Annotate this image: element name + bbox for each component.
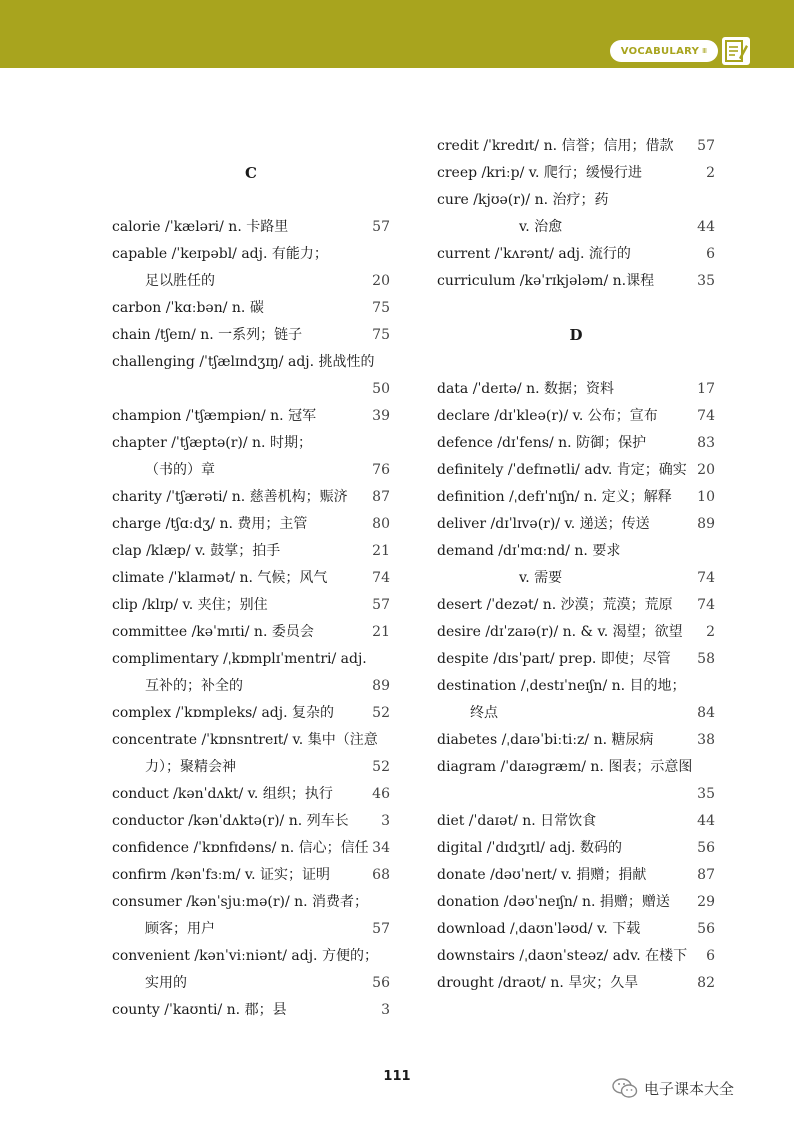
entry-text: defence /dɪˈfens/ n. 防御；保护: [437, 435, 647, 451]
entry-page: 2: [706, 165, 715, 181]
entry-page: 89: [372, 678, 390, 694]
entry-text: diet /ˈdaɪət/ n. 日常饮食: [437, 813, 597, 829]
entry-text: diagram /ˈdaɪəgræm/ n. 图表；示意图: [437, 759, 693, 775]
glossary-entry: [437, 970, 715, 997]
entry-text: clip /klɪp/ v. 夹住；别住: [112, 597, 268, 613]
entry-page: 39: [372, 408, 390, 424]
entry-text: 实用的: [145, 975, 187, 991]
glossary-entry: [437, 133, 715, 160]
glossary-entry: [437, 376, 715, 403]
left-column: [112, 160, 390, 1024]
glossary-entry: [437, 673, 715, 700]
entry-page: 56: [372, 975, 390, 991]
entry-page: 35: [697, 273, 715, 289]
entry-text: drought /draʊt/ n. 旱灾；久旱: [437, 975, 639, 991]
entry-text: donate /dəʊˈneɪt/ v. 捐赠；捐献: [437, 867, 647, 883]
entry-text: committee /kəˈmɪti/ n. 委员会: [112, 624, 314, 640]
glossary-entry: [112, 943, 390, 970]
entry-text: destination /ˌdestɪˈneɪʃn/ n. 目的地；: [437, 678, 686, 694]
section-label: [610, 40, 718, 62]
glossary-entry: [112, 619, 390, 646]
glossary-entry: [112, 484, 390, 511]
entry-page: 80: [372, 516, 390, 532]
entry-text: v. 需要: [519, 570, 563, 586]
entry-page: 50: [372, 381, 390, 397]
entry-text: charity /ˈtʃærəti/ n. 慈善机构；赈济: [112, 489, 348, 505]
glossary-entry: [112, 349, 390, 376]
glossary-entry: [437, 619, 715, 646]
heading-gap: [437, 349, 715, 376]
right-column: [437, 133, 715, 997]
entry-text: calorie /ˈkæləri/ n. 卡路里: [112, 219, 289, 235]
entry-page: 75: [372, 300, 390, 316]
entry-text: carbon /ˈkɑːbən/ n. 碳: [112, 300, 264, 316]
entry-text: diabetes /ˌdaɪəˈbiːtiːz/ n. 糖尿病: [437, 732, 654, 748]
glossary-entry: [112, 322, 390, 349]
glossary-entry: [437, 592, 715, 619]
wechat-icon: [612, 1077, 638, 1099]
entry-page: 20: [372, 273, 390, 289]
glossary-entry: [112, 538, 390, 565]
entry-text: current /ˈkʌrənt/ adj. 流行的: [437, 246, 631, 262]
glossary-entry: [437, 646, 715, 673]
entry-text: confirm /kənˈfɜːm/ v. 证实；证明: [112, 867, 331, 883]
entry-text: county /ˈkaʊnti/ n. 郡；县: [112, 1002, 287, 1018]
entry-page: 35: [697, 786, 715, 802]
entry-page: 68: [372, 867, 390, 883]
entry-text: chain /tʃeɪn/ n. 一系列；链子: [112, 327, 303, 343]
entry-text: download /ˌdaʊnˈləʊd/ v. 下载: [437, 921, 641, 937]
glossary-entry: [437, 565, 715, 592]
section-label-text: VOCABULARY: [620, 45, 700, 57]
entry-text: digital /ˈdɪdʒɪtl/ adj. 数码的: [437, 840, 622, 856]
glossary-entry: [112, 268, 390, 295]
glossary-entry: [112, 214, 390, 241]
glossary-entry: [112, 376, 390, 403]
glossary-entry: [437, 835, 715, 862]
entry-page: 56: [697, 840, 715, 856]
section-numeral: Ⅲ: [702, 47, 708, 55]
entry-page: 6: [706, 246, 715, 262]
entry-page: 46: [372, 786, 390, 802]
entry-page: 2: [706, 624, 715, 640]
entry-page: 29: [697, 894, 715, 910]
entry-text: concentrate /ˈkɒnsntreɪt/ v. 集中（注意: [112, 732, 378, 748]
glossary-entry: [437, 754, 715, 781]
glossary-entry: [437, 214, 715, 241]
entry-page: 21: [372, 624, 390, 640]
glossary-entry: [112, 403, 390, 430]
entry-text: curriculum /kəˈrɪkjələm/ n.课程: [437, 273, 655, 289]
glossary-entry: [112, 673, 390, 700]
entry-page: 57: [372, 219, 390, 235]
entry-text: cure /kjʊə(r)/ n. 治疗；药: [437, 192, 609, 208]
glossary-entry: [112, 565, 390, 592]
entry-text: despite /dɪsˈpaɪt/ prep. 即使；尽管: [437, 651, 671, 667]
entry-text: confidence /ˈkɒnfɪdəns/ n. 信心；信任: [112, 840, 369, 856]
entry-page: 82: [697, 975, 715, 991]
entry-page: 3: [381, 1002, 390, 1018]
glossary-entry: [112, 646, 390, 673]
entry-page: 75: [372, 327, 390, 343]
entry-page: 52: [372, 759, 390, 775]
entry-list: [437, 133, 715, 295]
glossary-entry: [437, 727, 715, 754]
entry-page: 74: [697, 597, 715, 613]
entry-text: declare /dɪˈkleə(r)/ v. 公布；宣布: [437, 408, 658, 424]
entry-text: capable /ˈkeɪpəbl/ adj. 有能力；: [112, 246, 328, 262]
notebook-pencil-icon: [722, 37, 750, 65]
entry-text: data /ˈdeɪtə/ n. 数据；资料: [437, 381, 615, 397]
page-number: 111: [383, 1069, 411, 1084]
entry-page: 89: [697, 516, 715, 532]
glossary-entry: [112, 727, 390, 754]
entry-text: challenging /ˈtʃælɪndʒɪŋ/ adj. 挑战性的: [112, 354, 375, 370]
entry-list: [112, 214, 390, 1024]
entry-page: 87: [697, 867, 715, 883]
glossary-entry: [112, 754, 390, 781]
glossary-entry: [437, 700, 715, 727]
entry-text: creep /kriːp/ v. 爬行；缓慢行进: [437, 165, 642, 181]
entry-text: downstairs /ˌdaʊnˈsteəz/ adv. 在楼下: [437, 948, 688, 964]
entry-page: 57: [372, 597, 390, 613]
entry-list: [437, 376, 715, 997]
glossary-entry: [112, 916, 390, 943]
entry-page: 20: [697, 462, 715, 478]
entry-page: 57: [372, 921, 390, 937]
entry-text: 互补的；补全的: [145, 678, 243, 694]
glossary-entry: [437, 430, 715, 457]
glossary-entry: [112, 781, 390, 808]
entry-text: 足以胜任的: [145, 273, 215, 289]
glossary-entry: [112, 457, 390, 484]
entry-text: credit /ˈkredɪt/ n. 信誉；信用；借款: [437, 138, 674, 154]
entry-page: 84: [697, 705, 715, 721]
glossary-entry: [112, 295, 390, 322]
entry-text: complex /ˈkɒmpleks/ adj. 复杂的: [112, 705, 335, 721]
glossary-entry: [112, 241, 390, 268]
entry-page: 3: [381, 813, 390, 829]
entry-text: v. 治愈: [519, 219, 563, 235]
entry-page: 74: [697, 408, 715, 424]
glossary-entry: [437, 187, 715, 214]
glossary-entry: [437, 943, 715, 970]
glossary-entry: [112, 970, 390, 997]
glossary-entry: [112, 862, 390, 889]
glossary-entry: [112, 700, 390, 727]
glossary-entry: [437, 403, 715, 430]
entry-text: clap /klæp/ v. 鼓掌；拍手: [112, 543, 281, 559]
entry-page: 87: [372, 489, 390, 505]
entry-text: conductor /kənˈdʌktə(r)/ n. 列车长: [112, 813, 349, 829]
entry-page: 74: [697, 570, 715, 586]
entry-text: desire /dɪˈzaɪə(r)/ n. & v. 渴望；欲望: [437, 624, 683, 640]
entry-page: 10: [697, 489, 715, 505]
heading-gap: [437, 295, 715, 322]
entry-page: 57: [697, 138, 715, 154]
entry-page: 56: [697, 921, 715, 937]
glossary-entry: [437, 484, 715, 511]
entry-text: conduct /kənˈdʌkt/ v. 组织；执行: [112, 786, 333, 802]
glossary-entry: [437, 511, 715, 538]
brand-text: 电子课本大全: [644, 1079, 735, 1098]
glossary-entry: [112, 511, 390, 538]
entry-page: 17: [697, 381, 715, 397]
entry-page: 52: [372, 705, 390, 721]
entry-page: 74: [372, 570, 390, 586]
entry-text: convenient /kənˈviːniənt/ adj. 方便的；: [112, 948, 378, 964]
entry-text: definitely /ˈdefɪnətli/ adv. 肯定；确实: [437, 462, 687, 478]
entry-text: 终点: [470, 705, 498, 721]
glossary-entry: [112, 592, 390, 619]
entry-page: 44: [697, 813, 715, 829]
entry-page: 21: [372, 543, 390, 559]
letter-heading-d: D: [569, 326, 583, 344]
entry-text: complimentary /ˌkɒmplɪˈmentri/ adj.: [112, 651, 367, 667]
glossary-entry: [112, 808, 390, 835]
glossary-entry: [437, 538, 715, 565]
brand-watermark: [612, 1076, 734, 1100]
heading-gap: [112, 187, 390, 214]
entry-page: 76: [372, 462, 390, 478]
glossary-entry: [437, 862, 715, 889]
glossary-entry: [437, 781, 715, 808]
glossary-entry: [437, 268, 715, 295]
glossary-entry: [437, 916, 715, 943]
entry-text: donation /dəʊˈneɪʃn/ n. 捐赠；赠送: [437, 894, 670, 910]
glossary-entry: [437, 889, 715, 916]
glossary-entry: [437, 808, 715, 835]
entry-page: 6: [706, 948, 715, 964]
letter-heading-c: C: [245, 164, 257, 182]
entry-text: consumer /kənˈsjuːmə(r)/ n. 消费者；: [112, 894, 369, 910]
glossary-entry: [112, 835, 390, 862]
entry-text: desert /ˈdezət/ n. 沙漠；荒漠；荒原: [437, 597, 673, 613]
entry-text: climate /ˈklaɪmət/ n. 气候；风气: [112, 570, 328, 586]
entry-page: 58: [697, 651, 715, 667]
entry-text: 力）；聚精会神: [145, 759, 236, 775]
entry-text: charge /tʃɑːdʒ/ n. 费用；主管: [112, 516, 308, 532]
glossary-entry: [437, 160, 715, 187]
entry-page: 34: [372, 840, 390, 856]
entry-text: champion /ˈtʃæmpiən/ n. 冠军: [112, 408, 317, 424]
glossary-entry: [112, 430, 390, 457]
entry-text: demand /dɪˈmɑːnd/ n. 要求: [437, 543, 621, 559]
entry-page: 38: [697, 732, 715, 748]
entry-text: chapter /ˈtʃæptə(r)/ n. 时期；: [112, 435, 312, 451]
entry-text: 顾客；用户: [145, 921, 215, 937]
glossary-entry: [437, 457, 715, 484]
glossary-entry: [112, 889, 390, 916]
entry-text: deliver /dɪˈlɪvə(r)/ v. 递送；传送: [437, 516, 650, 532]
entry-page: 44: [697, 219, 715, 235]
entry-text: definition /ˌdefɪˈnɪʃn/ n. 定义；解释: [437, 489, 672, 505]
glossary-entry: [437, 241, 715, 268]
entry-text: （书的）章: [145, 462, 215, 478]
entry-page: 83: [697, 435, 715, 451]
glossary-entry: [112, 997, 390, 1024]
